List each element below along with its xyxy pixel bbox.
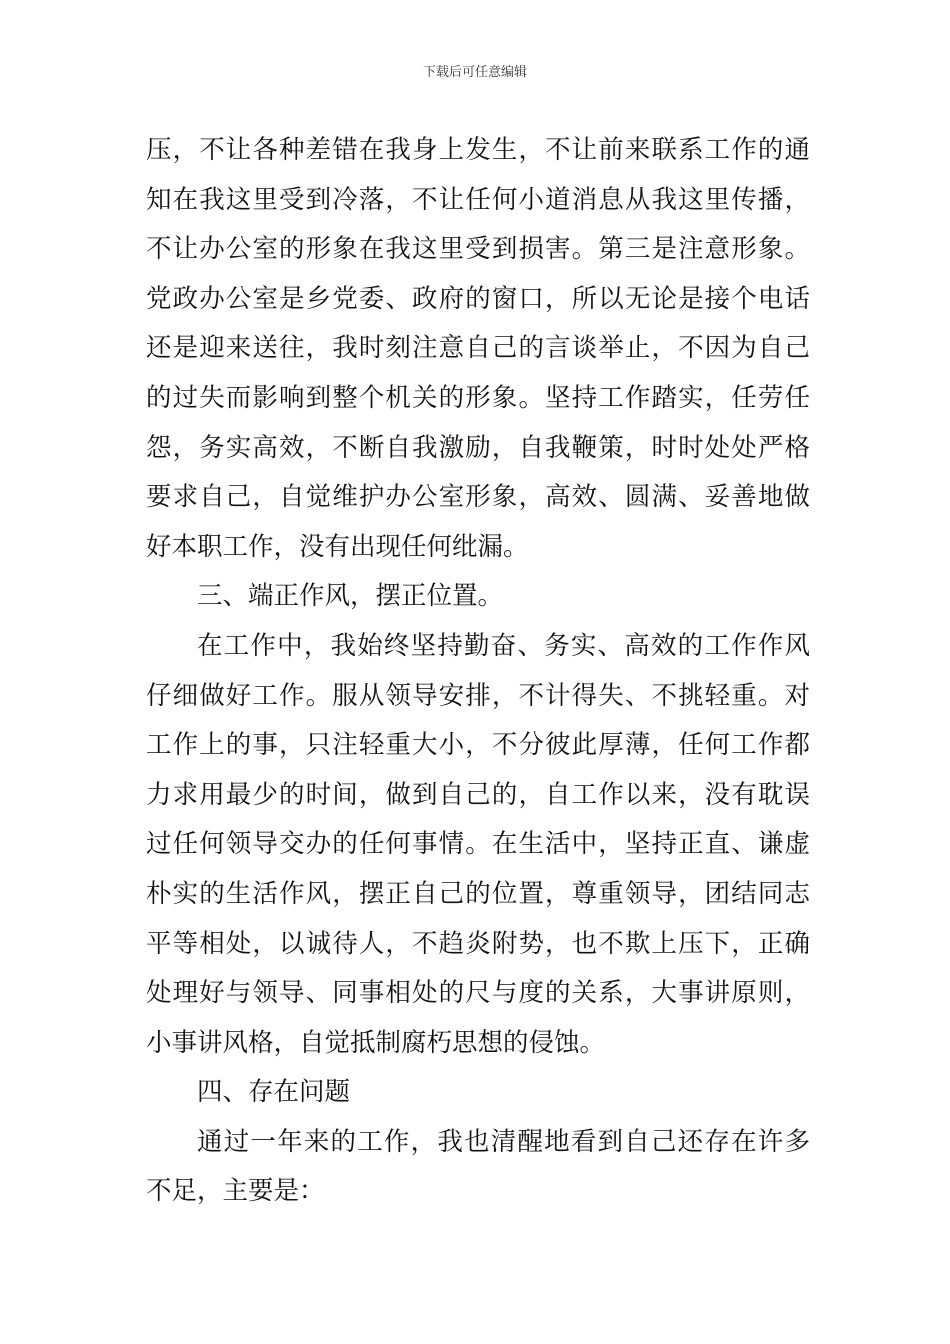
text-line: 平等相处，以诚待人，不趋炎附势，也不欺上压下，正确: [146, 928, 810, 959]
text-line: 的过失而影响到整个机关的形象。坚持工作踏实，任劳任: [146, 382, 810, 413]
text-line: 还是迎来送往，我时刻注意自己的言谈举止，不因为自己: [146, 333, 810, 364]
body-text: [146, 126, 810, 1217]
text-line: 四、存在问题: [197, 1077, 351, 1108]
text-line: 仔细做好工作。服从领导安排，不计得失、不挑轻重。对: [146, 680, 810, 711]
text-line: 小事讲风格，自觉抵制腐朽思想的侵蚀。: [146, 1027, 606, 1058]
text-line: 朴实的生活作风，摆正自己的位置，尊重领导，团结同志: [146, 878, 810, 909]
text-line: 在工作中，我始终坚持勤奋、务实、高效的工作作风: [197, 630, 810, 661]
text-line: 过任何领导交办的任何事情。在生活中，坚持正直、谦虚: [146, 829, 810, 860]
text-line: 不让办公室的形象在我这里受到损害。第三是注意形象。: [146, 234, 810, 265]
page-header-note: 下载后可任意编辑: [422, 65, 527, 80]
text-line: 要求自己，自觉维护办公室形象，高效、圆满、妥善地做: [146, 482, 810, 513]
text-line: 压，不让各种差错在我身上发生，不让前来联系工作的通: [146, 135, 810, 165]
text-line: 不足，主要是：: [146, 1176, 325, 1207]
text-line: 工作上的事，只注轻重大小，不分彼此厚薄，任何工作都: [146, 730, 810, 761]
text-line: 好本职工作，没有出现任何纰漏。: [146, 531, 529, 562]
text-line: 处理好与领导、同事相处的尺与度的关系，大事讲原则，: [146, 978, 810, 1009]
text-line: 力求用最少的时间，做到自己的，自工作以来，没有耽误: [146, 779, 810, 810]
text-line: 三、端正作风，摆正位置。: [197, 581, 504, 612]
text-line: 知在我这里受到冷落，不让任何小道消息从我这里传播，: [146, 184, 810, 215]
text-line: 怨，务实高效，不断自我激励，自我鞭策，时时处处严格: [146, 432, 810, 463]
text-line: 党政办公室是乡党委、政府的窗口，所以无论是接个电话: [146, 283, 810, 314]
text-line: 通过一年来的工作，我也清醒地看到自己还存在许多: [197, 1126, 810, 1157]
